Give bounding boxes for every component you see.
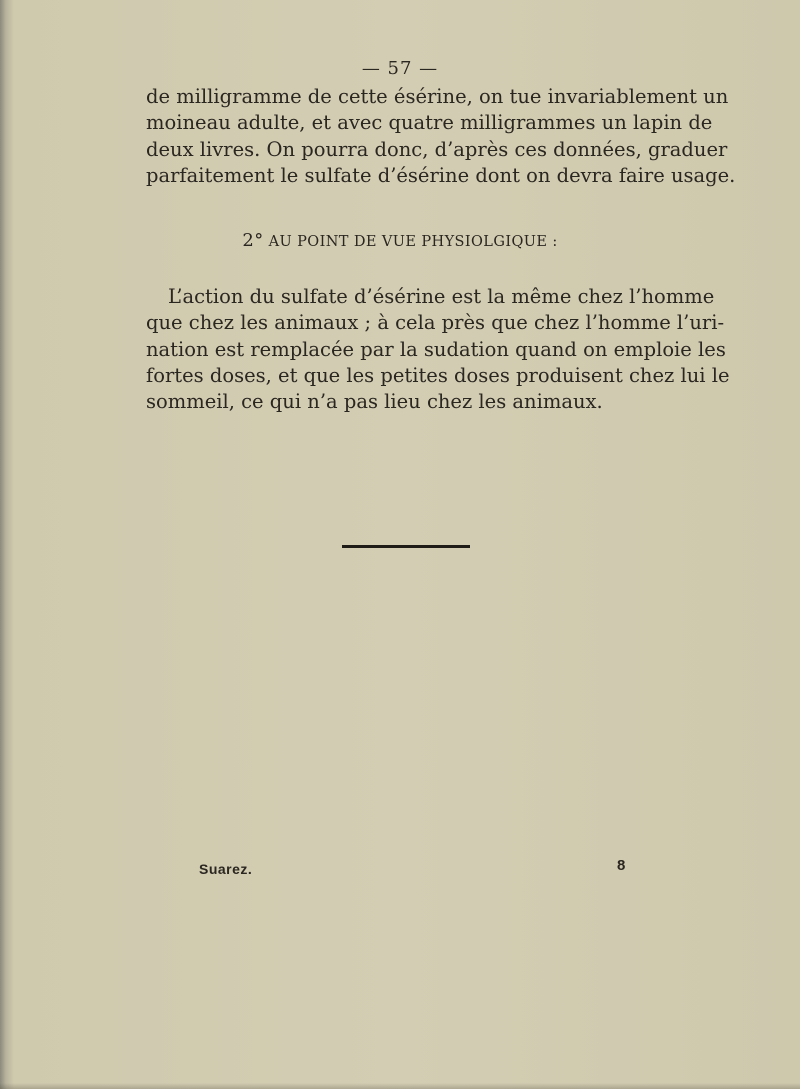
text-line: de milligramme de cette ésérine, on tue invariablement un <box>146 85 729 108</box>
text-line: fortes doses, et que les petites doses produisent chez lui le <box>146 363 730 387</box>
text-line: moineau adulte, et avec quatre milligrammes un lapin de <box>146 111 713 135</box>
text-line: deux livres. On pourra donc, d’après ces données, graduer <box>146 137 728 161</box>
paragraph-physiology <box>146 284 730 415</box>
section-title: AU POINT DE VUE PHYSIOLGIQUE : <box>268 234 558 250</box>
printer-signature: Suarez. <box>199 861 253 877</box>
text-line: que chez les animaux ; à cela près que chez l’homme l’uri- <box>146 311 725 335</box>
section-heading <box>0 230 800 251</box>
sheet-number: 8 <box>617 857 626 874</box>
section-number: 2° <box>242 230 264 251</box>
paragraph-dosage <box>146 84 736 189</box>
text-line: L’action du sulfate d’ésérine est la même chez l’homme <box>168 285 715 308</box>
text-line: parfaitement le sulfate d’ésérine dont on devra faire usage. <box>146 163 736 187</box>
end-rule <box>342 545 470 548</box>
text-line: sommeil, ce qui n’a pas lieu chez les animaux. <box>146 390 603 414</box>
page-number: — 57 — <box>361 58 439 79</box>
text-line: nation est remplacée par la sudation quand on emploie les <box>146 337 726 361</box>
